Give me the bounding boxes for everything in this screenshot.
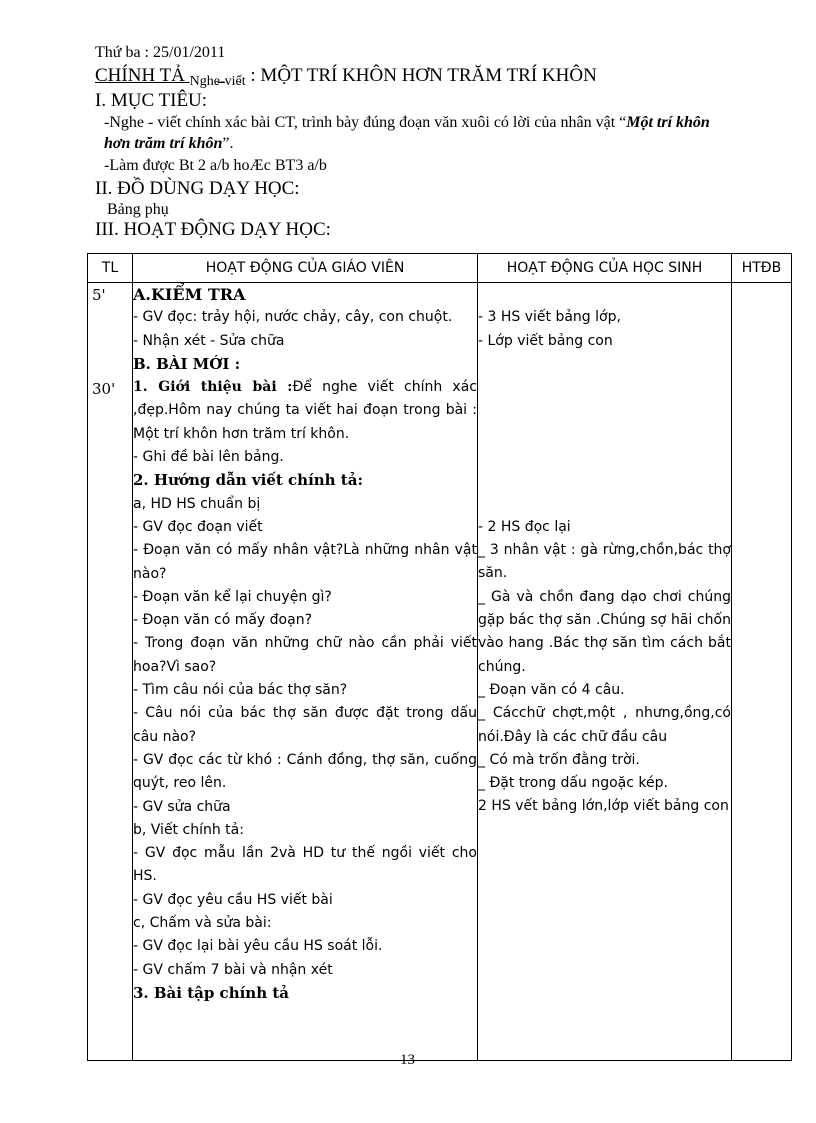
htdb-column bbox=[732, 283, 792, 1061]
teacher-line: - GV đọc lại bài yêu cầu HS soát lỗi. bbox=[133, 938, 383, 955]
teacher-line: b, Viết chính tả: bbox=[133, 821, 244, 838]
header-student: HOẠT ĐỘNG CỦA HỌC SINH bbox=[478, 254, 732, 283]
teacher-line: - GV sửa chữa bbox=[133, 798, 231, 815]
lesson-date: Thứ ba : 25/01/2011 bbox=[95, 44, 226, 61]
intro-label: 1. Giới thiệu bài : bbox=[133, 379, 293, 396]
materials-item: Bảng phụ bbox=[107, 201, 169, 218]
student-line: - Lớp viết bảng con bbox=[478, 332, 613, 349]
teacher-line: - Câu nói của bác thợ săn được đặt trong dấu câu nào? bbox=[133, 705, 477, 745]
teacher-line: - Đoạn văn kể lại chuyện gì? bbox=[133, 588, 332, 605]
subject-text: CHÍNH TẢ bbox=[95, 65, 185, 86]
teacher-line: - GV đọc đoạn viết bbox=[133, 518, 263, 535]
page-number: 13 bbox=[400, 1052, 415, 1068]
lesson-title bbox=[95, 65, 597, 87]
header-htdb: HTĐB bbox=[732, 254, 792, 283]
student-line: _ Đoạn văn có 4 câu. bbox=[478, 681, 625, 698]
teacher-line: a, HD HS chuẩn bị bbox=[133, 495, 261, 512]
student-line: _ 3 nhân vật : gà rừng,chồn,bác thợ săn. bbox=[478, 542, 731, 582]
teacher-line: - Đoạn văn có mấy đoạn? bbox=[133, 612, 313, 629]
teacher-line: - Ghi đề bài lên bảng. bbox=[133, 449, 284, 466]
teacher-line: 2. Hướng dẫn viết chính tả: bbox=[133, 471, 363, 490]
table-body-row bbox=[88, 283, 792, 1061]
teacher-line: - GV đọc mẫu lần 2và HD tư thế ngồi viết cho HS. bbox=[133, 845, 477, 885]
objective-1 bbox=[104, 112, 734, 154]
objective-1-title: Một trí khôn hơn trăm trí khôn bbox=[104, 114, 710, 152]
teacher-line: - GV đọc yêu cầu HS viết bài bbox=[133, 891, 333, 908]
teacher-line: - Tìm câu nói của bác thợ săn? bbox=[133, 682, 348, 699]
intro-text: Để nghe viết chính xác ,đẹp.Hôm nay chúng ta viết hai đoạn trong bài : Một trí khôn hơn trăm trí khôn. bbox=[133, 379, 477, 442]
subject-label bbox=[95, 65, 246, 89]
student-line: 2 HS vết bảng lớn,lớp viết bảng con bbox=[478, 798, 729, 815]
header-tl: TL bbox=[88, 254, 133, 283]
teacher-line: - GV đọc các từ khó : Cánh đồng, thợ săn, cuống quýt, reo lên. bbox=[133, 751, 477, 792]
time-column bbox=[88, 283, 133, 1061]
teacher-line: A.KIỂM TRA bbox=[133, 285, 246, 304]
teacher-line: - GV chấm 7 bài và nhận xét bbox=[133, 961, 333, 978]
teacher-line: - Trong đoạn văn những chữ nào cần phải viết hoa?Vì sao? bbox=[133, 635, 477, 675]
mode-text: Nghe-viết bbox=[189, 74, 246, 89]
teacher-line: - Nhận xét - Sửa chữa bbox=[133, 332, 285, 349]
student-line: _ Có mà trốn đằng trời. bbox=[478, 751, 640, 768]
teacher-column bbox=[133, 283, 478, 1061]
teacher-line bbox=[133, 376, 477, 446]
materials-heading: II. ĐỒ DÙNG DẠY HỌC: bbox=[95, 178, 300, 199]
teacher-line: c, Chấm và sửa bài: bbox=[133, 915, 272, 932]
objectives-heading: I. MỤC TIÊU: bbox=[95, 90, 208, 111]
student-column bbox=[478, 283, 732, 1061]
time-1: 5' bbox=[92, 286, 106, 304]
activities-heading: III. HOẠT ĐỘNG DẠY HỌC: bbox=[95, 219, 331, 240]
objective-1-text: -Nghe - viết chính xác bài CT, trình bày đúng đoạn văn xuôi có lời của nhân vật “ bbox=[104, 114, 627, 131]
student-line: _ Gà và chồn đang dạo chơi chúng gặp bác thợ săn .Chúng sợ hãi chốn vào hang .Bác thợ săn tìm cách bắt chúng. bbox=[478, 588, 731, 675]
objective-2: -Làm được Bt 2 a/b hoÆc BT3 a/b bbox=[104, 157, 327, 174]
student-line: - 2 HS đọc lại bbox=[478, 518, 571, 535]
student-line: _ Cácchữ chợt,một , nhưng,ồng,có nói.Đây là các chữ đầu câu bbox=[478, 705, 731, 745]
header-teacher: HOẠT ĐỘNG CỦA GIÁO VIÊN bbox=[133, 254, 478, 283]
title-separator: : bbox=[245, 65, 256, 86]
teacher-line: - GV đọc: trảy hội, nước chảy, cây, con chuột. bbox=[133, 309, 453, 326]
teacher-line: - Đoạn văn có mấy nhân vật?Là những nhân vật nào? bbox=[133, 542, 477, 582]
teacher-line: 3. Bài tập chính tả bbox=[133, 983, 289, 1002]
table-header-row bbox=[88, 254, 792, 283]
lesson-name: MỘT TRÍ KHÔN HƠN TRĂM TRÍ KHÔN bbox=[255, 65, 597, 86]
time-2: 30' bbox=[92, 380, 116, 398]
objective-1-end: ”. bbox=[222, 135, 234, 152]
teacher-line: B. BÀI MỚI : bbox=[133, 354, 241, 373]
activities-table bbox=[87, 253, 792, 1061]
student-line: - 3 HS viết bảng lớp, bbox=[478, 309, 621, 326]
student-line: _ Đặt trong dấu ngoặc kép. bbox=[478, 775, 668, 792]
